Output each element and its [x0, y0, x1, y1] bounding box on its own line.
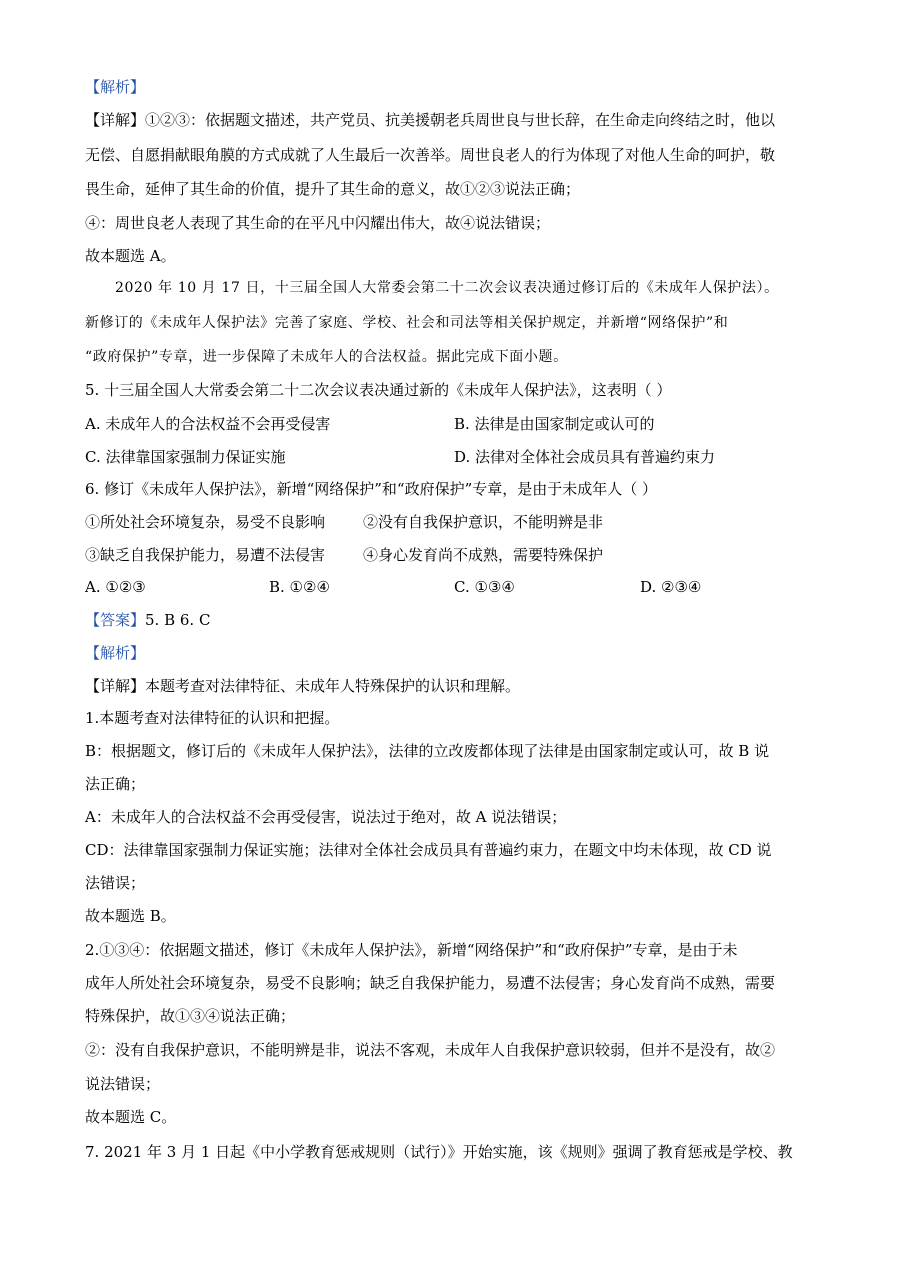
paragraph-line: 法错误； — [85, 874, 146, 892]
detail-tag: 【详解】 — [85, 677, 146, 695]
passage-line: 2020 年 10 月 17 日，十三届全国人大常委会第二十二次会议表决通过修订后的《未成年人保护法）。 — [115, 280, 779, 296]
paragraph-line: B：根据题文，修订后的《未成年人保护法》，法律的立改废都体现了法律是由国家制定或认可，故 B 说 — [85, 742, 770, 760]
question-7-stem: 7. 2021 年 3 月 1 日起《中小学教育惩戒规则（试行）》开始实施，该《规则》强调了教育惩戒是学校、教 — [85, 1143, 793, 1161]
answer-text: 5. B 6. C — [145, 611, 211, 629]
q6-statement-1: ①所处社会环境复杂，易受不良影响 — [85, 513, 326, 531]
paragraph-line: 1.本题考查对法律特征的认识和把握。 — [85, 709, 340, 727]
detail-text: 本题考查对法律特征、未成年人特殊保护的认识和理解。 — [145, 677, 521, 695]
q6-statement-2: ②没有自我保护意识，不能明辨是非 — [363, 513, 604, 531]
paragraph-line: 2.①③④：依据题文描述，修订《未成年人保护法》，新增“网络保护”和“政府保护”专章，是由于未 — [85, 941, 738, 959]
paragraph-line: 特殊保护，故①③④说法正确； — [85, 1007, 296, 1025]
passage-line: 新修订的《未成年人保护法》完善了家庭、学校、社会和司法等相关保护规定，并新增“网络保护”和 — [85, 315, 729, 331]
paragraph-line: 法正确； — [85, 775, 146, 793]
passage-line: “政府保护”专章，进一步保障了未成年人的合法权益。据此完成下面小题。 — [85, 349, 568, 365]
paragraph-line: ④：周世良老人表现了其生命的在平凡中闪耀出伟大，故④说法错误； — [85, 214, 551, 232]
analysis-tag: 【解析】 — [85, 644, 146, 662]
answer-tag: 【答案】 — [85, 611, 146, 629]
question-5-stem: 5. 十三届全国人大常委会第二十二次会议表决通过新的《未成年人保护法》，这表明（ ） — [85, 381, 672, 399]
paragraph-line: A：未成年人的合法权益不会再受侵害，说法过于绝对，故 A 说法错误； — [85, 808, 567, 826]
answer-line — [85, 610, 210, 630]
paragraph-line — [85, 676, 520, 696]
paragraph-line: CD：法律靠国家强制力保证实施；法律对全体社会成员具有普遍约束力，在题文中均未体现，故 CD 说 — [85, 841, 772, 859]
paragraph-line: 说法错误； — [85, 1075, 161, 1093]
paragraph-line: 畏生命，延伸了其生命的价值，提升了其生命的意义，故①②③说法正确； — [85, 180, 581, 198]
paragraph-line: 无偿、自愿捐献眼角膜的方式成就了人生最后一次善举。周世良老人的行为体现了对他人生命的呵护，敬 — [85, 146, 776, 164]
q6-statement-3: ③缺乏自我保护能力，易遭不法侵害 — [85, 546, 326, 564]
q5-option-d: D. 法律对全体社会成员具有普遍约束力 — [454, 448, 716, 466]
paragraph-line: 故本题选 C。 — [85, 1108, 177, 1126]
paragraph-line: ②：没有自我保护意识，不能明辨是非，说法不客观，未成年人自我保护意识较弱，但并不是没有，故② — [85, 1041, 776, 1059]
paragraph-line: 故本题选 B。 — [85, 907, 176, 925]
detail-text: ①②③：依据题文描述，共产党员、抗美援朝老兵周世良与世长辞，在生命走向终结之时，他以 — [145, 111, 776, 129]
analysis-tag: 【解析】 — [85, 78, 146, 96]
paragraph-line: 故本题选 A。 — [85, 247, 176, 265]
detail-tag: 【详解】 — [85, 111, 146, 129]
paragraph-line — [85, 110, 775, 130]
q5-option-b: B. 法律是由国家制定或认可的 — [454, 415, 655, 433]
q6-option-c: C. ①③④ — [454, 578, 515, 596]
question-6-stem: 6. 修订《未成年人保护法》，新增“网络保护”和“政府保护”专章，是由于未成年人（ ） — [85, 480, 658, 498]
paragraph-line: 成年人所处社会环境复杂，易受不良影响；缺乏自我保护能力，易遭不法侵害；身心发育尚不成熟，需要 — [85, 974, 776, 992]
q5-option-c: C. 法律靠国家强制力保证实施 — [85, 448, 286, 466]
q5-option-a: A. 未成年人的合法权益不会再受侵害 — [85, 415, 331, 433]
q6-statement-4: ④身心发育尚不成熟，需要特殊保护 — [363, 546, 604, 564]
q6-option-a: A. ①②③ — [85, 578, 146, 596]
q6-option-b: B. ①②④ — [269, 578, 330, 596]
q6-option-d: D. ②③④ — [640, 578, 702, 596]
